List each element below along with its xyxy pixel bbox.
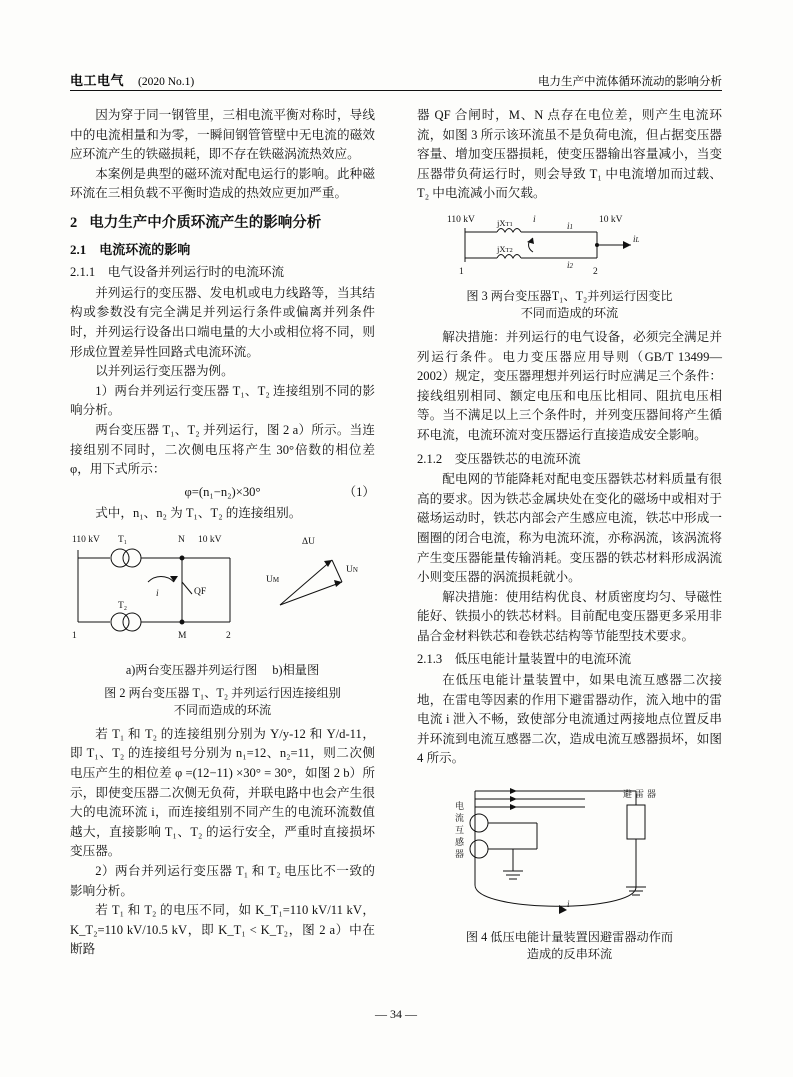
equation-1 (70, 483, 375, 503)
figure-2-sublabels (70, 662, 375, 679)
svg-text:i: i (533, 214, 536, 225)
right-column (417, 106, 722, 969)
paragraph: 若 T₁ 和 T₂ 的电压不同，如 K_T₁=110 kV/11 kV，K_T₂=110 kV/10.5 kV，即 K_T₁ < K_T₂，图 2 a）中在断路 (70, 903, 375, 957)
svg-text:10 kV: 10 kV (599, 214, 623, 225)
section-title: 电力生产中介质环流产生的影响分析 (89, 214, 322, 231)
page-sheet (46, 34, 746, 1044)
figure-4 (417, 775, 722, 963)
svg-text:感: 感 (455, 837, 465, 848)
figure-3-caption (417, 288, 722, 322)
section-heading-2 (70, 214, 375, 234)
paragraph: 两台变压器 T₁、T₂ 并列运行，图 2 a）所示。当连接组别不同时，二次侧电压将产生 30°倍数的相位差 φ，用下式所示： (70, 422, 375, 477)
svg-text:QF: QF (194, 586, 207, 597)
figure-4-graphic (417, 775, 722, 925)
svg-text:器: 器 (455, 849, 465, 860)
figure-2 (70, 530, 375, 719)
paragraph: 1）两台并列运行变压器 T₁、T₂ 连接组别不同的影响分析。 (70, 383, 375, 418)
svg-text:i2: i2 (567, 259, 574, 270)
journal-issue: (2020 No.1) (138, 76, 195, 88)
figure-3-caption-line2: 不同而造成的环流 (520, 305, 619, 320)
figure-3-caption-line1: 图 3 两台变压器T₁、T₂并列运行因变比 (466, 288, 673, 303)
body-columns (70, 106, 722, 1006)
subsection-heading-2-1-3: 2.1.3 低压电能计量装置中的电流环流 (417, 652, 632, 667)
equation-number: （1） (343, 484, 375, 499)
figure-2-graphic (70, 530, 375, 658)
svg-text:i: i (156, 588, 159, 599)
figure-2-sublabel-a: a)两台变压器并列运行图 (125, 662, 258, 677)
svg-text:电: 电 (455, 801, 465, 812)
svg-text:T₂: T₂ (118, 600, 128, 611)
paragraph: 式中，n₁、n₂ 为 T₁、T₂ 的连接组别。 (95, 506, 302, 521)
svg-text:T₁: T₁ (118, 534, 128, 545)
paragraph: 配电网的节能降耗对配电变压器铁芯材料质量有很高的要求。因为铁芯金属块处在变化的磁场中或相对于磁场运动时，铁芯内部会产生感应电流，铁芯中形成一圈圈的闭合电流，称为电流环流，亦称涡流，该涡流将产生变压器能量传输消耗。变压器的铁芯材料形成涡流小则变压器的涡流损耗就小。 (417, 472, 722, 585)
figure-2-caption-line2: 不同而造成的环流 (173, 702, 272, 717)
svg-text:雷: 雷 (635, 789, 645, 800)
figure-2-caption-line1: 图 2 两台变压器 T₁、T₂ 并列运行因连接组别 (104, 685, 341, 700)
svg-text:i: i (567, 899, 570, 910)
paragraph: 在低压电能计量装置中，如果电流互感器二次接地，在雷电等因素的作用下避雷器动作，流入地中的雷电流 i 泄入不畅，致使部分电流通过两接地点位置反串并环流到电流互感器二次，造成电流互感器损坏，如图 4 所示。 (417, 673, 722, 766)
svg-text:器: 器 (647, 789, 657, 800)
svg-text:10 kV: 10 kV (198, 534, 222, 545)
figure-2-sublabel-b: b)相量图 (272, 662, 320, 677)
left-column (70, 106, 375, 960)
paragraph: 本案例是典型的磁环流对配电运行的影响。此种磁环流在三相负载不平衡时造成的热效应更加严重。 (70, 166, 375, 201)
paragraph: 2）两台并列运行变压器 T₁ 和 T₂ 电压比不一致的影响分析。 (70, 864, 375, 898)
svg-text:jXT1: jXT1 (497, 217, 513, 228)
subsection-heading-2-1-2: 2.1.2 变压器铁芯的电流环流 (417, 451, 581, 466)
paragraph: 若 T₁ 和 T₂ 的连接组别分别为 Y/y-12 和 Y/d-11，即 T₁、T₂ 的连接组号分别为 n₁=12、n₂=11，则二次侧电压产生的相位差 φ =(12−11) ×30° = 30°，如图 2 b）所示，即使变压器二次侧无负荷，并联电路中也会产生很大的电流环流 i，而连接组别不同产生的电流环流数值越大，直接影响 T₁、T₂ 的运行安全，严重时直接损坏变压器。 (70, 726, 375, 859)
subsection-heading-2-1-1: 2.1.1 电气设备并列运行时的电流环流 (70, 265, 285, 280)
equation-body: φ=(n₁−n₂)×30° (184, 484, 261, 499)
paragraph: 解决措施：并列运行的电气设备，必须完全满足并列运行条件。电力变压器应用导则（GB/T 13499—2002）规定，变压器理想并列运行时应满足三个条件：接线组别相同、额定电压和电压比相同、阻抗电压相等。当不满足以上三个条件时，并列变压器间将产生循环电流，电流环流对变压器运行直接造成安全影响。 (417, 329, 722, 442)
svg-text:UN: UN (346, 564, 358, 575)
figure-4-caption (417, 929, 722, 963)
svg-text:避: 避 (623, 789, 633, 800)
journal-name: 电工电气 (70, 73, 125, 88)
svg-text:iL: iL (633, 233, 640, 244)
svg-text:1: 1 (72, 630, 77, 641)
svg-text:i1: i1 (567, 220, 574, 231)
figure-2-caption (70, 685, 375, 719)
svg-text:jXT2: jXT2 (497, 243, 513, 254)
svg-text:UM: UM (266, 574, 280, 585)
running-head (70, 70, 722, 89)
svg-text:ΔU: ΔU (302, 536, 315, 547)
svg-text:2: 2 (593, 266, 598, 277)
svg-text:110 kV: 110 kV (72, 534, 100, 545)
paragraph: 并列运行的变压器、发电机或电力线路等，当其结构或参数没有完全满足并列运行条件或偏离并列条件时，并列运行设备出口端电量的大小或相位将不同，则形成位置差异性回路式电流环流。 (70, 285, 375, 359)
svg-text:M: M (178, 630, 187, 641)
header-rule (70, 90, 722, 91)
paragraph: 器 QF 合闸时，M、N 点存在电位差，则产生电流环流，如图 3 所示该环流虽不是负荷电流，但占据变压器容量、增加变压器损耗，使变压器输出容量减小，当变压器带负荷运行时，则会导致 T₁ 中电流增加而过载、T₂ 中电流减小而欠载。 (417, 108, 722, 201)
svg-text:1: 1 (459, 266, 464, 277)
figure-3 (417, 210, 722, 322)
figure-4-caption-line1: 图 4 低压电能计量装置因避雷器动作而 (465, 930, 674, 945)
svg-text:流: 流 (455, 813, 465, 824)
paragraph: 因为穿于同一钢管里，三相电流平衡对称时，导线中的电流相量和为零，一瞬间钢管管壁中无电流的磁效应环流产生的铁磁损耗，即不存在铁磁涡流热效应。 (70, 108, 375, 162)
subsection-heading-2-1: 2.1 电流环流的影响 (70, 241, 191, 257)
svg-text:互: 互 (455, 825, 465, 836)
svg-text:N: N (178, 534, 185, 545)
page-number: — 34 — (375, 1007, 417, 1021)
figure-4-caption-line2: 造成的反串环流 (526, 947, 613, 962)
paragraph: 解决措施：使用结构优良、材质密度均匀、导磁性能好、铁损小的铁芯材料。目前配电变压器更多采用非晶合金材料铁芯和卷铁芯结构等节能型技术要求。 (417, 589, 722, 643)
svg-text:110 kV: 110 kV (447, 214, 475, 225)
figure-3-graphic (417, 210, 722, 284)
svg-text:2: 2 (226, 630, 231, 641)
article-running-title: 电力生产中流体循环流动的影响分析 (538, 76, 722, 88)
paragraph: 以并列运行变压器为例。 (95, 364, 234, 379)
section-number: 2 (70, 214, 78, 231)
